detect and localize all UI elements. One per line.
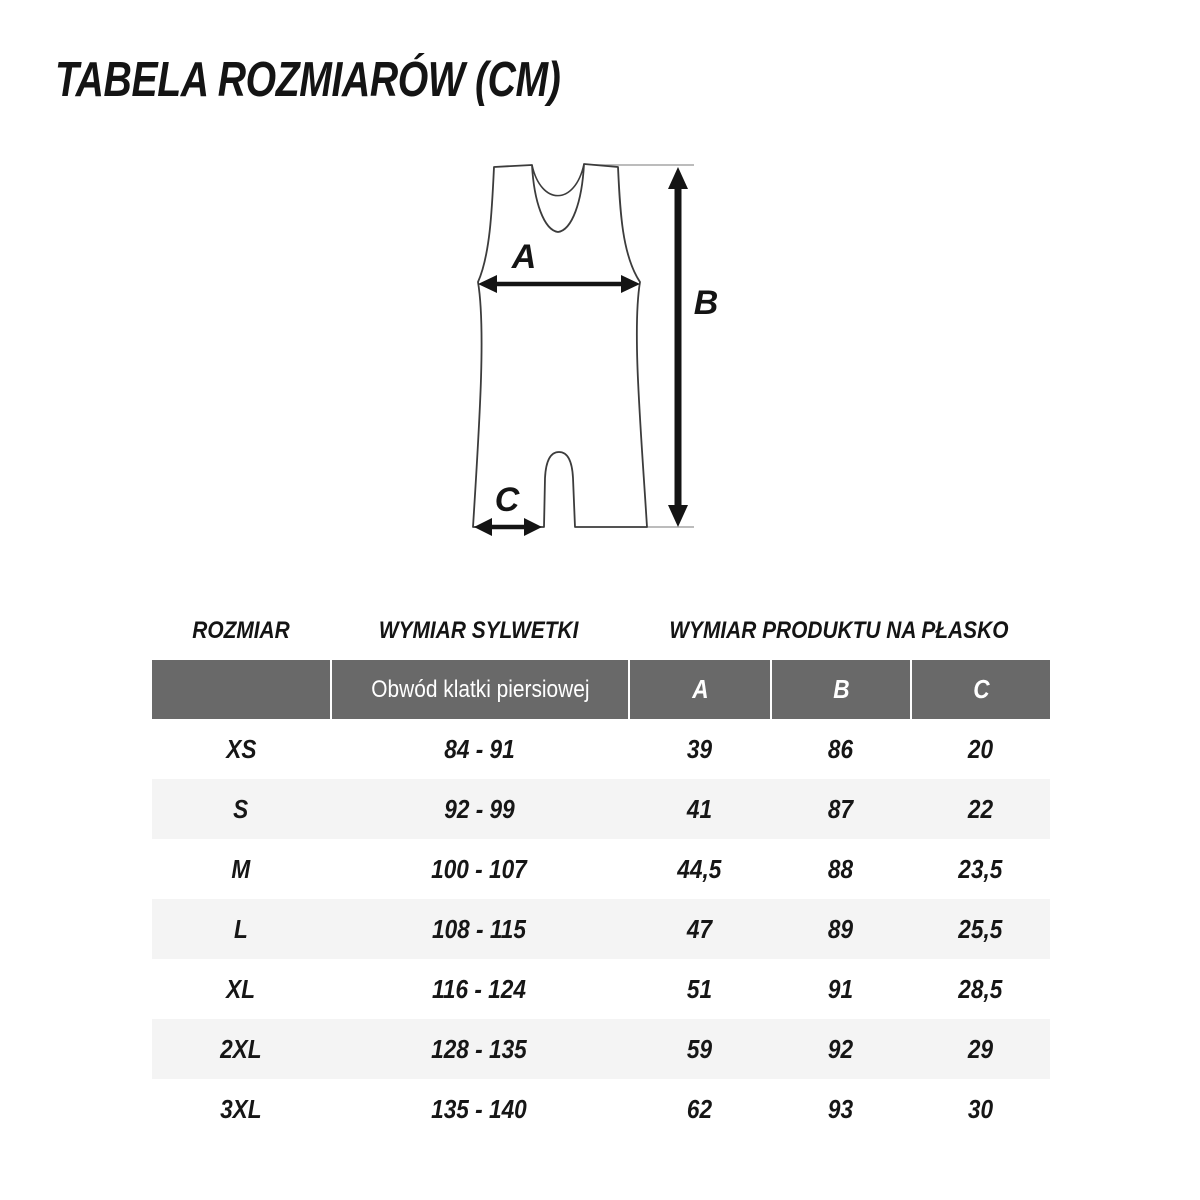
- size-table: [152, 602, 1050, 1139]
- header-cell-b: [770, 660, 910, 719]
- cell-a: [628, 1079, 770, 1139]
- cell-size: [152, 1079, 330, 1139]
- header-cell-b-label: B: [832, 674, 850, 704]
- cell-chest: [330, 1019, 628, 1079]
- cell-size-value: 2XL: [220, 1033, 262, 1064]
- header-cell-a-label: A: [691, 674, 709, 704]
- cell-size-value: 3XL: [220, 1093, 262, 1124]
- header-cell-c-label: C: [972, 674, 990, 704]
- table-row-xl: [152, 959, 1050, 1019]
- cell-b-value: 89: [827, 913, 853, 944]
- column-group-body-measure: [330, 617, 628, 645]
- column-group-size: [152, 617, 330, 645]
- page-title: TABELA ROZMIARÓW (CM): [55, 53, 561, 107]
- cell-b: [770, 899, 910, 959]
- cell-c: [910, 899, 1050, 959]
- cell-c: [910, 839, 1050, 899]
- column-group-body-measure-label: WYMIAR SYLWETKI: [379, 617, 579, 644]
- header-cell-a: [628, 660, 770, 719]
- cell-a: [628, 839, 770, 899]
- cell-c: [910, 959, 1050, 1019]
- table-row-xs: [152, 719, 1050, 779]
- cell-size: [152, 839, 330, 899]
- cell-c: [910, 779, 1050, 839]
- cell-size-value: L: [234, 913, 248, 944]
- measure-label-c: C: [494, 481, 520, 519]
- cell-chest-value: 116 - 124: [432, 973, 526, 1004]
- cell-a: [628, 959, 770, 1019]
- header-cell-c: [910, 660, 1050, 719]
- cell-chest: [330, 1079, 628, 1139]
- cell-chest: [330, 839, 628, 899]
- cell-b-value: 88: [827, 853, 853, 884]
- cell-c-value: 22: [967, 793, 993, 824]
- cell-c-value: 25,5: [957, 913, 1003, 944]
- table-row-s: [152, 779, 1050, 839]
- table-header-row: [152, 660, 1050, 719]
- singlet-outline: [473, 164, 647, 527]
- singlet-measurement-diagram: [430, 140, 740, 560]
- cell-a: [628, 1019, 770, 1079]
- cell-chest-value: 92 - 99: [443, 793, 515, 824]
- cell-c: [910, 719, 1050, 779]
- measure-arrow-b: [668, 167, 688, 527]
- cell-a: [628, 899, 770, 959]
- cell-chest: [330, 899, 628, 959]
- header-cell-chest: [330, 660, 628, 719]
- cell-a-value: 62: [686, 1093, 712, 1124]
- cell-b: [770, 1079, 910, 1139]
- table-group-header-row: [152, 602, 1050, 660]
- cell-c-value: 28,5: [957, 973, 1003, 1004]
- header-cell-empty: [152, 660, 330, 719]
- cell-size: [152, 779, 330, 839]
- cell-size: [152, 719, 330, 779]
- cell-chest: [330, 719, 628, 779]
- cell-c-value: 30: [967, 1093, 993, 1124]
- cell-b-value: 93: [827, 1093, 853, 1124]
- header-cell-chest-label: Obwód klatki piersiowej: [370, 675, 590, 703]
- cell-size: [152, 959, 330, 1019]
- cell-a-value: 51: [686, 973, 712, 1004]
- cell-size-value: XS: [225, 733, 257, 764]
- cell-c-value: 20: [967, 733, 993, 764]
- column-group-product-flat: [628, 617, 1050, 645]
- table-row-3xl: [152, 1079, 1050, 1139]
- cell-b: [770, 719, 910, 779]
- cell-a-value: 41: [686, 793, 712, 824]
- cell-c: [910, 1019, 1050, 1079]
- cell-b: [770, 959, 910, 1019]
- cell-chest-value: 135 - 140: [431, 1093, 527, 1124]
- cell-size: [152, 899, 330, 959]
- measure-label-b: B: [693, 284, 719, 322]
- cell-size-value: XL: [226, 973, 256, 1004]
- cell-b-value: 92: [827, 1033, 853, 1064]
- cell-a: [628, 779, 770, 839]
- cell-a-value: 47: [686, 913, 712, 944]
- cell-chest: [330, 779, 628, 839]
- cell-b: [770, 839, 910, 899]
- cell-a: [628, 719, 770, 779]
- table-row-2xl: [152, 1019, 1050, 1079]
- cell-b: [770, 779, 910, 839]
- cell-chest: [330, 959, 628, 1019]
- table-row-l: [152, 899, 1050, 959]
- cell-chest-value: 100 - 107: [431, 853, 527, 884]
- cell-b-value: 87: [827, 793, 853, 824]
- cell-b: [770, 1019, 910, 1079]
- cell-a-value: 44,5: [676, 853, 722, 884]
- cell-chest-value: 84 - 91: [443, 733, 515, 764]
- cell-b-value: 86: [827, 733, 853, 764]
- cell-a-value: 59: [686, 1033, 712, 1064]
- cell-size: [152, 1019, 330, 1079]
- column-group-product-flat-label: WYMIAR PRODUKTU NA PŁASKO: [669, 617, 1009, 644]
- cell-a-value: 39: [686, 733, 712, 764]
- cell-c-value: 29: [967, 1033, 993, 1064]
- cell-b-value: 91: [827, 973, 853, 1004]
- cell-chest-value: 128 - 135: [431, 1033, 527, 1064]
- cell-size-value: M: [231, 853, 251, 884]
- cell-c: [910, 1079, 1050, 1139]
- cell-chest-value: 108 - 115: [432, 913, 526, 944]
- table-row-m: [152, 839, 1050, 899]
- column-group-size-label: ROZMIAR: [192, 617, 290, 644]
- cell-c-value: 23,5: [957, 853, 1003, 884]
- measure-label-a: A: [511, 238, 537, 276]
- cell-size-value: S: [233, 793, 249, 824]
- back-neckline: [532, 164, 584, 196]
